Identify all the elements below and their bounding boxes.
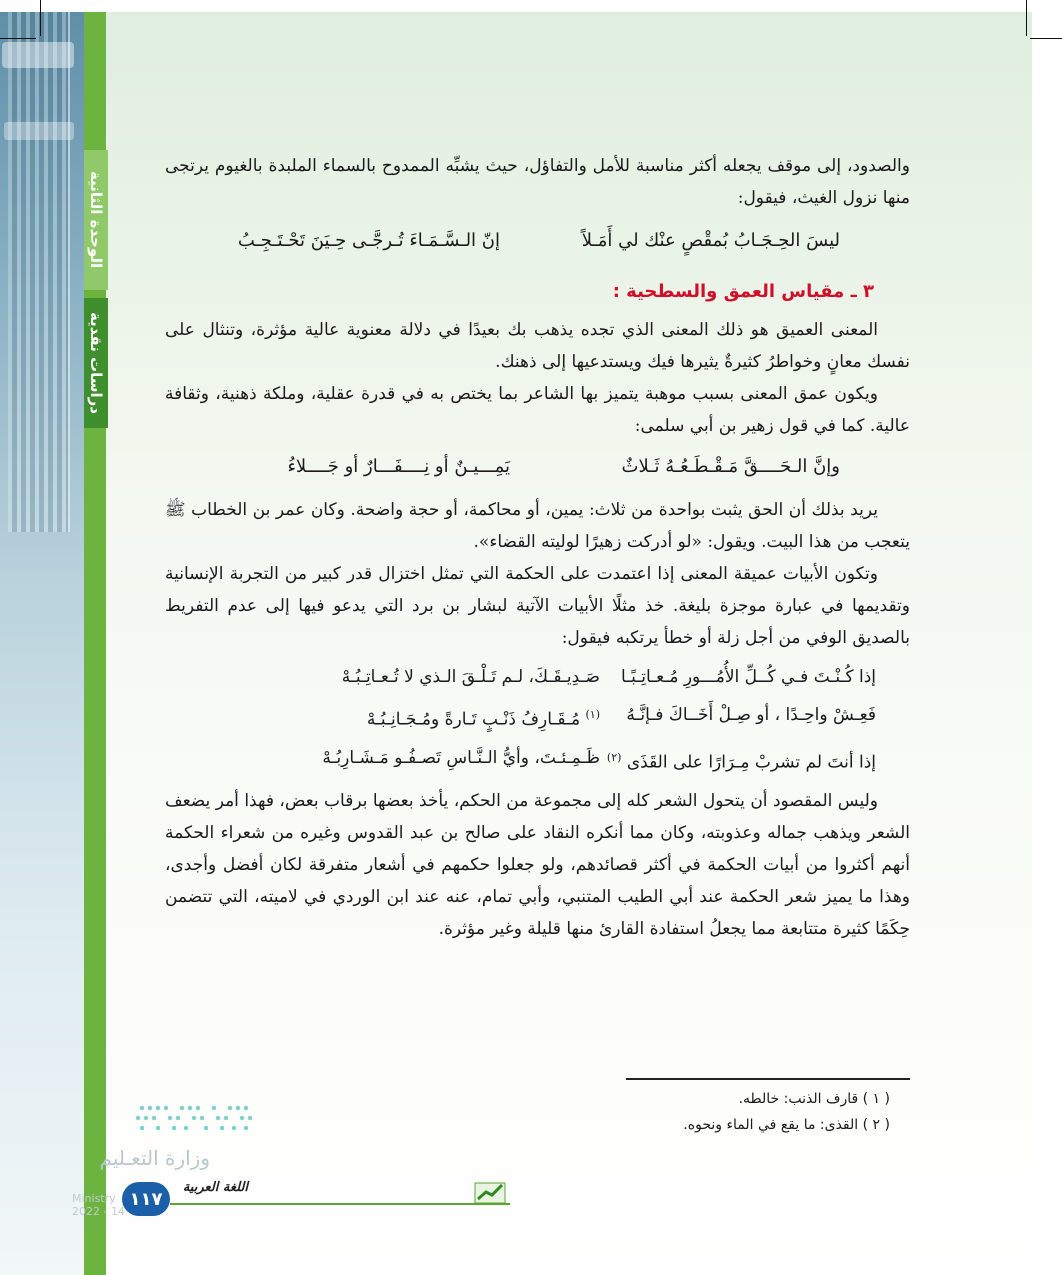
main-text <box>165 150 910 945</box>
sidebar-tab-section: دراسات نقدية <box>84 298 108 428</box>
paragraph-final: وليس المقصود أن يتحول الشعر كله إلى مجموعة من الحكم، يأخذ بعضها برقاب بعض، فهذا أمر يضعف الشعر ويذهب جماله وعذوبته، وكان مما أنكره النقاد على صالح بن عبد القدوس وغيره من شعراء الحكمة أنهم أكثروا من أبيات الحكمة في أكثر قصائدهم، ولو جعلوا حكمهم في أشعار متفرقة لكان أفضل وأجدى، وهذا ما يميز شعر الحكمة عند أبي الطيب المتنبي، وأبي تمام، عنه عند ابن الوردي في لاميته، التي تتضمن حِكَمًا كثيرة متتابعة مما يجعلُ استفادة القارئ منها قليلة وغير مؤثرة. <box>165 791 910 940</box>
footnote-ref: (٢) <box>606 750 622 764</box>
sidebar-tab-unit: الوحدة الثانية <box>84 150 108 290</box>
verse-first-hemistich: وإنَّ الـحَــــقَّ مَـقْـطَـعُـهُ ثَـلاثٌ <box>621 456 840 477</box>
crop-mark <box>40 0 41 36</box>
minaret-photo-strip <box>0 12 84 1275</box>
footnotes <box>520 1086 890 1138</box>
minaret-image <box>8 12 70 532</box>
footnote-ref: (١) <box>585 708 600 721</box>
verse-group <box>165 660 910 779</box>
footer-divider <box>170 1203 510 1205</box>
ministry-code: Ministry 2022 - 14 <box>72 1192 125 1218</box>
ministry-name: وزارة التعـليم <box>99 1146 210 1170</box>
paragraph-wisdom: وتكون الأبيات عميقة المعنى إذا اعتمدت على الحكمة التي تمثل اختزال قدر كبير من التجربة الإنسانية وتقديمها في عبارة موجزة بليغة. خذ مثلًا الأبيات الآتية لبشار بن برد التي يدعو فيها إلى عدم التفريط بالصديق الوفي من أجل زلة أو خطأ يرتكبه فيقول: <box>165 564 910 648</box>
paragraph-meaning: يريد بذلك أن الحق يثبت بواحدة من ثلاث: يمين، أو محاكمة، أو حجة واضحة. وكان عمر بن الخطاب ﷺ يتعجب من هذا البيت. ويقول: «لو أدركت زهيرًا لوليته القضاء». <box>165 500 910 552</box>
verse-second-hemistich: $^{(١)}$ مُـقَـارِفُ ذَنْـبٍ تَـارةً ومُـجَـانِـبُـهْ <box>366 708 600 730</box>
minaret-balcony <box>2 42 74 68</box>
crop-mark <box>1026 0 1027 36</box>
section-heading: ٣ ـ مقياس العمق والسطحية : <box>612 281 874 302</box>
page-number: ١١٧ <box>122 1182 170 1216</box>
paragraph-talent: ويكون عمق المعنى بسبب موهبة يتميز بها الشاعر بما يختص به في قدرة عقلية، وملكة ذهنية، وثقافة عالية. كما في قول زهير بن أبي سلمى: <box>165 384 910 436</box>
verse-first-hemistich: إذا كُـنْـتَ فـي كُــلِّ الأُمُـــورِ مُـعـاتِـبًـا <box>620 667 876 687</box>
verse-second-hemistich: صَـدِيـقَـكَ، لـم تَـلْـقَ الـذي لا تُـعـاتِـبُـهْ <box>341 667 600 687</box>
verse-first-hemistich: فَعِـشْ واحِـدًا ، أو صِـلْ أَخَــاكَ فـإنَّـهُ <box>626 705 876 725</box>
verse-line <box>165 450 910 484</box>
crop-mark <box>1030 38 1062 39</box>
trend-chart-icon <box>474 1180 506 1204</box>
footnote-item: ( ٢ ) القذى: ما يقع في الماء ونحوه. <box>683 1117 890 1133</box>
intro-paragraph: والصدود، إلى موقف يجعله أكثر مناسبة للأمل والتفاؤل، حيث يشبِّه الممدوح بالسماء الملبدة بالغيوم يرتجى منها نزول الغيث، فيقول: <box>165 156 910 208</box>
verse-first-hemistich: إذا أنتَ لم تشربْ مِـرَارًا على القَذَى $^{(٢)}$ <box>606 750 876 773</box>
verse-second-hemistich: إنّ الـسَّـمَـاءَ تُـرجَّـى حِـيَنَ تَحْـتَـجِـبُ <box>237 230 500 251</box>
ministry-logo-icon <box>130 1100 260 1140</box>
book-title: اللغة العربية <box>182 1180 248 1195</box>
footnote-item: ( ١ ) قارف الذنب: خالطه. <box>738 1091 890 1107</box>
verse-line <box>165 224 910 258</box>
verse-line <box>165 660 900 694</box>
verse-second-hemistich: يَمِـــيـنٌ أو نِــــفَـــارٌ أو جَــــلاءُ <box>287 456 510 477</box>
verse-line <box>165 741 900 780</box>
verse-first-hemistich: ليسَ الحِـجَـابُ بُمقْصٍ عنْك لي أَمَـلاً <box>581 230 840 251</box>
paragraph-depth: المعنى العميق هو ذلك المعنى الذي تجده يذهب بك بعيدًا في دلالة معنوية عالية مؤثرة، وتنثال على نفسك معانٍ وخواطرُ كثيرةٌ يثيرها فيك ويستدعيها إلى ذهنك. <box>165 320 910 372</box>
verse-second-hemistich: ظَـمِـئـتَ، وأيُّ الـنَّـاسِ تَصـفُـو مَـشَـارِبُـهْ <box>322 747 600 768</box>
verse-line <box>165 698 900 737</box>
crop-mark <box>0 38 36 39</box>
minaret-band <box>4 122 74 140</box>
footnote-divider <box>626 1078 910 1080</box>
